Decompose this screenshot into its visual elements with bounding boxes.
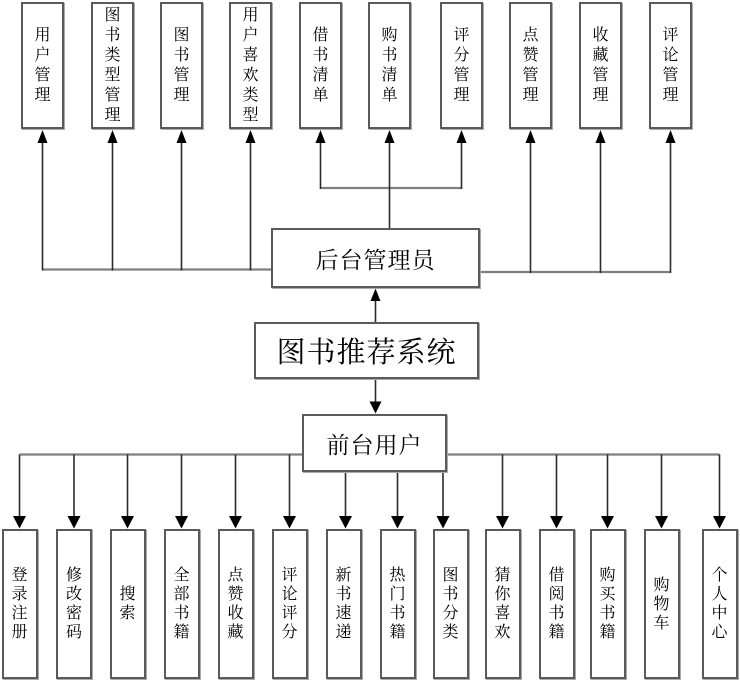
user-module-personal-center bbox=[702, 529, 738, 679]
backend-admin-label: 后台管理员 bbox=[315, 247, 436, 273]
user-module-book-category bbox=[433, 529, 469, 679]
module-label: 评分管理 bbox=[453, 26, 470, 104]
user-module-all-books bbox=[164, 529, 200, 679]
module-label: 搜索 bbox=[119, 586, 136, 622]
module-label: 购物车 bbox=[653, 576, 670, 632]
user-module-search bbox=[110, 529, 146, 679]
user-module-login-register bbox=[2, 529, 38, 679]
module-label: 购买书籍 bbox=[599, 567, 616, 641]
module-label: 全部书籍 bbox=[173, 567, 190, 641]
user-module-comment-rating bbox=[272, 529, 308, 679]
arrowhead-up bbox=[108, 130, 118, 143]
system-user-connector bbox=[370, 378, 382, 414]
arrowhead-down bbox=[283, 516, 296, 529]
arrowhead-down bbox=[437, 516, 450, 529]
arrowhead-up bbox=[316, 130, 326, 143]
frontend-user-node bbox=[302, 414, 447, 472]
backend-admin-node bbox=[271, 228, 480, 288]
user-module-shopping-cart bbox=[644, 529, 680, 679]
module-label: 猜你喜欢 bbox=[494, 567, 511, 641]
admin-module-book-type-management bbox=[91, 2, 134, 129]
admin-module-user-management bbox=[21, 2, 64, 129]
arrowhead-up bbox=[385, 130, 395, 143]
arrowhead-up bbox=[371, 289, 381, 302]
arrowhead-down bbox=[655, 516, 668, 529]
arrowhead-down bbox=[175, 516, 188, 529]
module-label: 新书速递 bbox=[335, 567, 352, 641]
admin-module-purchase-book-list bbox=[368, 2, 411, 129]
frontend-user-label: 前台用户 bbox=[326, 432, 423, 458]
admin-module-rating-management bbox=[440, 2, 483, 129]
module-label: 用户喜欢类型 bbox=[242, 6, 259, 124]
admin-module-book-management bbox=[160, 2, 203, 129]
user-module-new-book-express bbox=[326, 529, 362, 679]
admin-module-comment-management bbox=[649, 2, 692, 129]
user-module-change-password bbox=[56, 529, 92, 679]
module-label: 评论评分 bbox=[281, 567, 298, 641]
module-label: 借阅书籍 bbox=[548, 567, 565, 641]
arrowhead-up bbox=[38, 130, 48, 143]
module-label: 个人中心 bbox=[711, 567, 728, 641]
arrowhead-down bbox=[339, 516, 352, 529]
module-label: 点赞管理 bbox=[522, 26, 539, 104]
module-label: 图书类型管理 bbox=[104, 6, 121, 124]
admin-module-borrow-book-list bbox=[299, 2, 342, 129]
arrowhead-up bbox=[596, 130, 606, 143]
arrowhead-up bbox=[666, 130, 676, 143]
arrowhead-down bbox=[391, 516, 404, 529]
module-label: 收藏管理 bbox=[592, 26, 609, 104]
user-module-guess-you-like bbox=[485, 529, 521, 679]
arrowhead-down bbox=[713, 516, 726, 529]
module-label: 修改密码 bbox=[65, 567, 82, 641]
module-label: 登录注册 bbox=[11, 567, 28, 641]
module-label: 图书管理 bbox=[173, 26, 190, 104]
admin-module-like-management bbox=[509, 2, 552, 129]
arrowhead-down bbox=[550, 516, 563, 529]
arrowhead-down bbox=[601, 516, 614, 529]
arrowhead-up bbox=[526, 130, 536, 143]
arrowhead-up bbox=[246, 130, 256, 143]
arrowhead-up bbox=[457, 130, 467, 143]
user-module-hot-books bbox=[380, 529, 416, 679]
book-recommendation-system-node bbox=[254, 322, 479, 379]
user-module-borrow-books bbox=[539, 529, 575, 679]
module-label: 热门书籍 bbox=[389, 567, 406, 641]
admin-module-favorite-management bbox=[579, 2, 622, 129]
arrowhead-down bbox=[121, 516, 134, 529]
module-label: 评论管理 bbox=[662, 26, 679, 104]
arrowhead-down bbox=[370, 402, 382, 414]
arrowhead-down bbox=[13, 516, 26, 529]
module-label: 图书分类 bbox=[442, 567, 459, 641]
module-label: 用户管理 bbox=[34, 26, 51, 104]
admin-module-user-liked-type bbox=[229, 2, 272, 129]
module-label: 购书清单 bbox=[381, 26, 398, 104]
arrowhead-down bbox=[496, 516, 509, 529]
arrowhead-down bbox=[229, 516, 242, 529]
module-label: 点赞收藏 bbox=[227, 567, 244, 641]
module-label: 借书清单 bbox=[312, 26, 329, 104]
user-module-buy-books bbox=[590, 529, 626, 679]
system-title-label: 图书推荐系统 bbox=[276, 337, 457, 369]
arrowhead-down bbox=[68, 516, 81, 529]
system-admin-connector bbox=[371, 289, 381, 324]
user-module-like-favorite bbox=[218, 529, 254, 679]
arrowhead-up bbox=[177, 130, 187, 143]
